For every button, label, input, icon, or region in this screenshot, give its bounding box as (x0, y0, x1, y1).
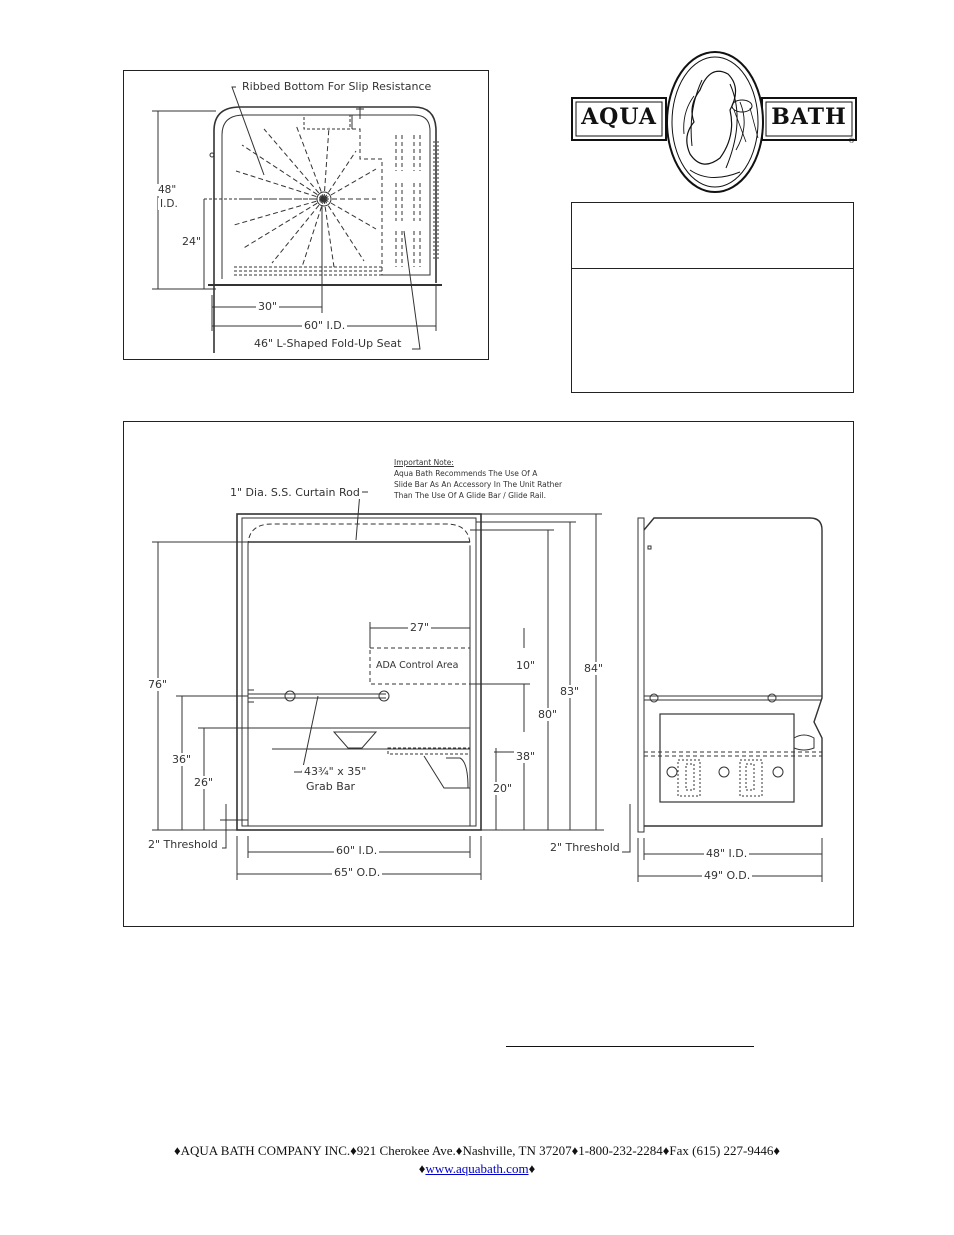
logo-registered-mark: ® (849, 138, 855, 145)
grab-bar-size-label: 43¾" x 35" (304, 765, 367, 778)
height-76-label: 76" (148, 678, 168, 691)
plan-drain-height-label: 24" (182, 235, 202, 248)
front-width-od-label: 65" O.D. (334, 866, 381, 879)
curtain-rod-label: 1" Dia. S.S. Curtain Rod (230, 486, 360, 499)
plan-view-drawing (124, 71, 490, 361)
plan-drain-offset-label: 30" (258, 300, 278, 313)
signature-line (506, 1046, 754, 1047)
aqua-bath-logo (570, 50, 860, 195)
important-note-line-1: Aqua Bath Recommends The Use Of A (394, 469, 538, 478)
important-note-line-3: Than The Use Of A Glide Bar / Glide Rail. (394, 491, 547, 500)
side-depth-od-label: 49" O.D. (704, 869, 751, 882)
logo-word-bath: BATH (771, 104, 847, 130)
important-note-line-2: Slide Bar As An Accessory In The Unit Rather (394, 480, 563, 489)
height-84-label: 84" (584, 662, 604, 675)
website-diamond-open: ♦ (418, 1161, 426, 1176)
elevation-panel (123, 421, 854, 927)
company-address-line: ♦AQUA BATH COMPANY INC.♦921 Cherokee Ave.♦Nashville, TN 37207♦1-800-232-2284♦Fax (615) 227-9446♦ (174, 1143, 780, 1158)
website-diamond-close: ♦ (528, 1161, 536, 1176)
height-80-label: 80" (538, 708, 558, 721)
info-box (571, 202, 854, 393)
height-36-label: 36" (172, 753, 192, 766)
grab-bar-label: Grab Bar (306, 780, 356, 793)
control-height-label: 10" (516, 659, 536, 672)
side-threshold-label: 2" Threshold (550, 841, 620, 854)
ada-control-area-label: ADA Control Area (376, 660, 459, 671)
important-note-title: Important Note: (394, 458, 454, 467)
plan-depth-suffix: I.D. (160, 198, 178, 210)
ribbed-bottom-label: Ribbed Bottom For Slip Resistance (242, 80, 432, 93)
control-width-label: 27" (410, 621, 430, 634)
info-box-divider (572, 268, 853, 269)
logo-word-aqua: AQUA (581, 104, 657, 130)
plan-width-label: 60" I.D. (304, 319, 346, 332)
plan-depth-label: 48" (158, 184, 177, 196)
height-26-label: 26" (194, 776, 214, 789)
side-depth-id-label: 48" I.D. (706, 847, 748, 860)
website-link[interactable]: www.aquabath.com (425, 1161, 529, 1176)
plan-seat-label: 46" L-Shaped Fold-Up Seat (254, 337, 402, 350)
height-83-label: 83" (560, 685, 580, 698)
plan-view-panel (123, 70, 489, 360)
company-website-line (0, 1161, 954, 1177)
height-20-label: 20" (493, 782, 513, 795)
height-38-label: 38" (516, 750, 536, 763)
threshold-left-label: 2" Threshold (148, 838, 218, 851)
front-width-id-label: 60" I.D. (336, 844, 378, 857)
